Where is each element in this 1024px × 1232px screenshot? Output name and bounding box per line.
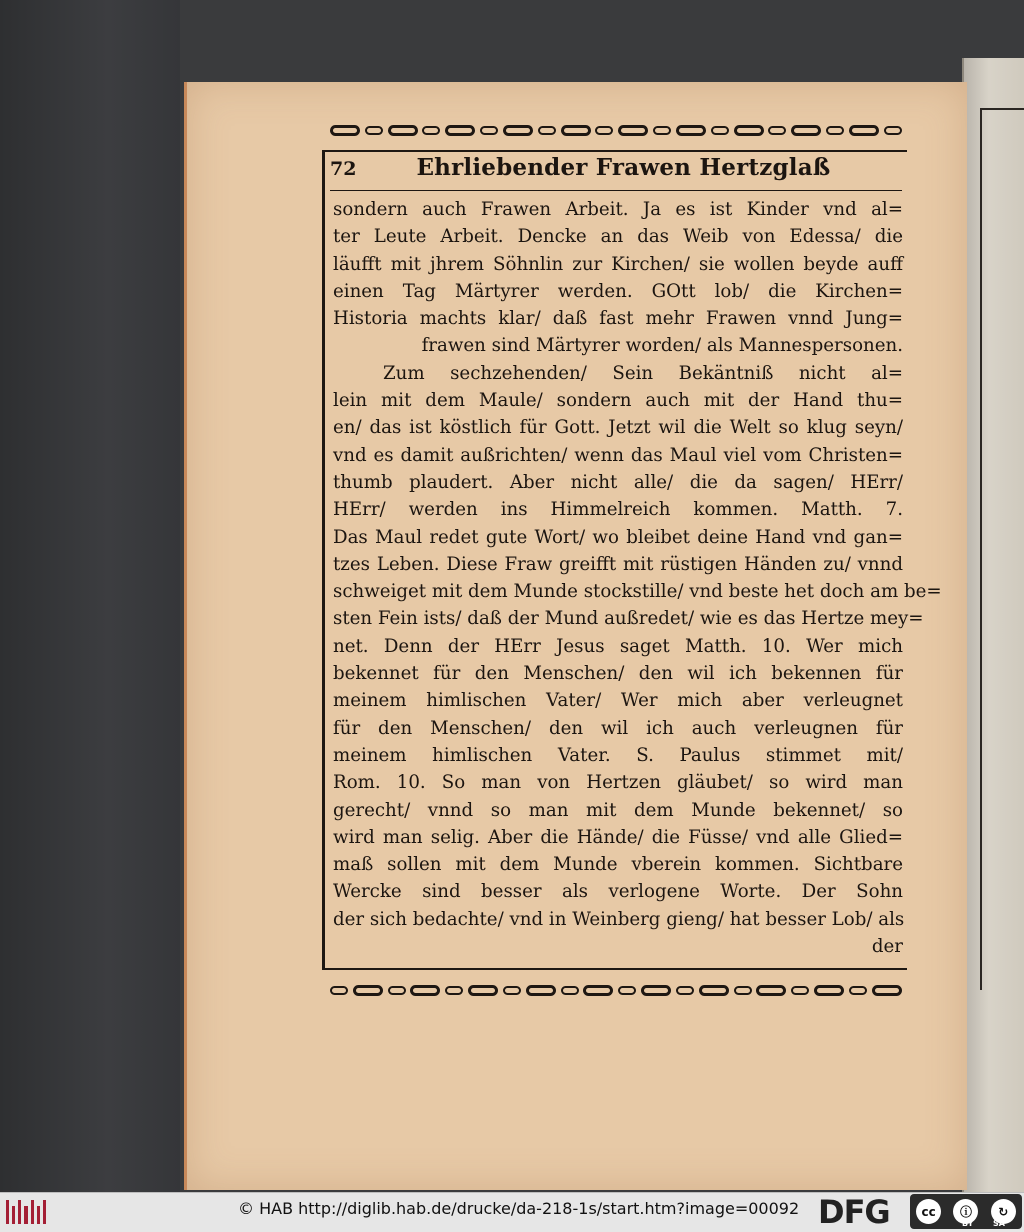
running-head bbox=[330, 154, 900, 188]
text-line: en/ das ist köstlich für Gott. Jetzt wil die Welt so klug seyn/ bbox=[333, 417, 903, 439]
text-line: ter Leute Arbeit. Dencke an das Weib von Edessa/ die bbox=[333, 226, 903, 248]
text-line: thumb plaudert. Aber nicht alle/ die da sagen/ HErr/ bbox=[333, 471, 903, 493]
bottom-ornament-border bbox=[330, 980, 902, 1000]
text-line: bekennet für den Menschen/ den wil ich bekennen für bbox=[333, 663, 903, 685]
hab-logo-icon bbox=[6, 1200, 46, 1224]
text-line: Historia machts klar/ daß fast mehr Frawen vnnd Jung= bbox=[333, 308, 903, 330]
page-number: 72 bbox=[330, 158, 357, 180]
dfg-logo: DFG bbox=[818, 1193, 890, 1231]
scanner-background bbox=[0, 0, 180, 1192]
text-line: läufft mit jhrem Söhnlin zur Kirchen/ sie wollen beyde auff bbox=[333, 253, 903, 275]
sa-icon: ↻ bbox=[991, 1199, 1016, 1224]
text-line: frawen sind Märtyrer worden/ als Mannespersonen. bbox=[421, 335, 903, 357]
top-ornament-border bbox=[330, 120, 902, 140]
title-rule bbox=[330, 190, 902, 191]
header-rule bbox=[322, 150, 907, 152]
adjacent-page-frame bbox=[980, 108, 1024, 990]
text-line: Rom. 10. So man von Hertzen gläubet/ so wird man bbox=[333, 772, 903, 794]
by-icon: ⓘ bbox=[953, 1199, 978, 1224]
text-line: meinem himlischen Vater/ Wer mich aber verleugnet bbox=[333, 690, 903, 712]
cc-by-label: BY bbox=[962, 1219, 974, 1228]
text-line: der sich bedachte/ vnd in Weinberg gieng/ hat besser Lob/ als bbox=[333, 908, 905, 930]
text-line: tzes Leben. Diese Fraw greifft mit rüstigen Händen zu/ vnnd bbox=[333, 553, 903, 575]
text-line: schweiget mit dem Munde stockstille/ vnd beste het doch am be= bbox=[333, 581, 942, 603]
text-line: vnd es damit außrichten/ wenn das Maul viel vom Christen= bbox=[333, 444, 903, 466]
cc-sa-label: SA bbox=[993, 1219, 1005, 1228]
cc-icon: cc bbox=[916, 1199, 941, 1224]
text-line: Das Maul redet gute Wort/ wo bleibet deine Hand vnd gan= bbox=[333, 526, 903, 548]
text-line: Zum sechzehenden/ Sein Bekäntniß nicht al= bbox=[383, 362, 903, 384]
text-line: sten Fein ists/ daß der Mund außredet/ wie es das Hertze mey= bbox=[333, 608, 924, 630]
text-line: Wercke sind besser als verlogene Worte. Der Sohn bbox=[333, 881, 903, 903]
catchword: der bbox=[871, 936, 903, 958]
text-line: für den Menschen/ den wil ich auch verleugnen für bbox=[333, 717, 903, 739]
text-line: einen Tag Märtyrer werden. GOtt lob/ die Kirchen= bbox=[333, 280, 903, 302]
text-line: meinem himlischen Vater. S. Paulus stimmet mit/ bbox=[333, 744, 903, 766]
text-line: wird man selig. Aber die Hände/ die Füsse/ vnd alle Glied= bbox=[333, 826, 903, 848]
text-line: net. Denn der HErr Jesus saget Matth. 10. Wer mich bbox=[333, 635, 903, 657]
text-line: sondern auch Frawen Arbeit. Ja es ist Kinder vnd al= bbox=[333, 199, 903, 220]
text-line: gerecht/ vnnd so man mit dem Munde bekennet/ so bbox=[333, 799, 903, 821]
text-line: maß sollen mit dem Munde vberein kommen. Sichtbare bbox=[333, 854, 903, 876]
copyright-link[interactable]: © HAB http://diglib.hab.de/drucke/da-218-1s/start.htm?image=00092 bbox=[238, 1199, 800, 1218]
body-text bbox=[333, 196, 942, 960]
text-line: HErr/ werden ins Himmelreich kommen. Matth. 7. bbox=[333, 499, 903, 521]
running-title: Ehrliebender Frawen Hertzglaß bbox=[416, 154, 831, 181]
text-line: lein mit dem Maule/ sondern auch mit der Hand thu= bbox=[333, 390, 903, 412]
